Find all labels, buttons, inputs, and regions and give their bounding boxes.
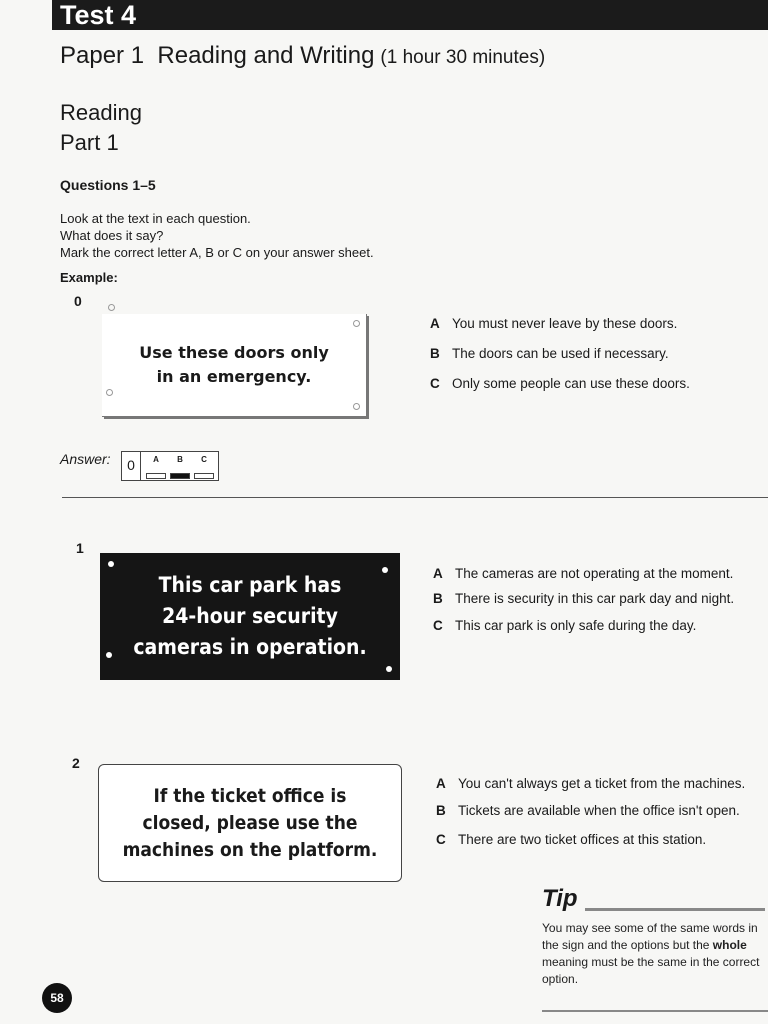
question-2-sign-line-3: machines on the platform. xyxy=(122,838,378,861)
paper-title-text: Paper 1 Reading and Writing xyxy=(60,42,375,69)
question-1-sign-line-3: cameras in operation. xyxy=(133,635,367,659)
instruction-3: Mark the correct letter A, B or C on your answer sheet. xyxy=(60,245,374,260)
tip-rule-bottom xyxy=(542,1010,768,1012)
tip-text: You may see some of the same words in the sign and the options but the whole meaning must be the same in the correct option. xyxy=(542,921,760,986)
question-1-number: 1 xyxy=(76,540,84,556)
section-title: Reading xyxy=(60,100,142,125)
question-2-option-b: B Tickets are available when the office isn't open. xyxy=(436,803,740,818)
question-1-option-b: B There is security in this car park day and night. xyxy=(433,591,735,606)
example-option-a: A You must never leave by these doors. xyxy=(430,316,678,331)
page-number: 58 xyxy=(42,983,72,1013)
question-1-option-c: C This car park is only safe during the day. xyxy=(433,618,697,633)
paper-title xyxy=(60,42,545,70)
tip-title: Tip xyxy=(542,885,578,912)
example-sign xyxy=(102,314,367,417)
answer-mark-c xyxy=(194,473,214,479)
answer-letter-a: A xyxy=(153,455,159,464)
answer-number: 0 xyxy=(122,452,141,480)
test-label: Test 4 xyxy=(60,0,137,30)
question-2-sign-line-1: If the ticket office is xyxy=(153,784,347,807)
question-2-sign-line-2: closed, please use the xyxy=(142,811,358,834)
answer-box xyxy=(121,451,219,481)
question-2-sign xyxy=(98,764,402,882)
question-1-option-a: A The cameras are not operating at the moment. xyxy=(433,566,734,581)
instruction-1: Look at the text in each question. xyxy=(60,211,251,226)
question-2-number: 2 xyxy=(72,755,80,771)
part-title: Part 1 xyxy=(60,130,119,155)
question-1-sign xyxy=(100,553,400,680)
tip-rule xyxy=(585,908,765,911)
example-option-c: C Only some people can use these doors. xyxy=(430,376,690,391)
answer-mark-a xyxy=(146,473,166,479)
example-sign-line-2: in an emergency. xyxy=(156,367,312,386)
duration: (1 hour 30 minutes) xyxy=(380,47,546,68)
divider xyxy=(62,497,768,498)
example-number: 0 xyxy=(74,293,82,309)
example-option-b: B The doors can be used if necessary. xyxy=(430,346,669,361)
question-2-option-a: A You can't always get a ticket from the machines. xyxy=(436,776,746,791)
answer-letter-b: B xyxy=(177,455,183,464)
instruction-2: What does it say? xyxy=(60,228,164,243)
questions-label: Questions 1–5 xyxy=(60,177,156,193)
answer-letter-c: C xyxy=(201,455,207,464)
example-sign-line-1: Use these doors only xyxy=(139,343,329,362)
answer-mark-b xyxy=(170,473,190,479)
example-label: Example: xyxy=(60,270,118,285)
question-2-option-c: C There are two ticket offices at this station. xyxy=(436,832,707,847)
answer-label: Answer: xyxy=(60,451,111,467)
question-1-sign-line-2: 24-hour security xyxy=(162,604,338,628)
header-banner xyxy=(52,0,768,30)
question-1-sign-line-1: This car park has xyxy=(158,573,342,597)
